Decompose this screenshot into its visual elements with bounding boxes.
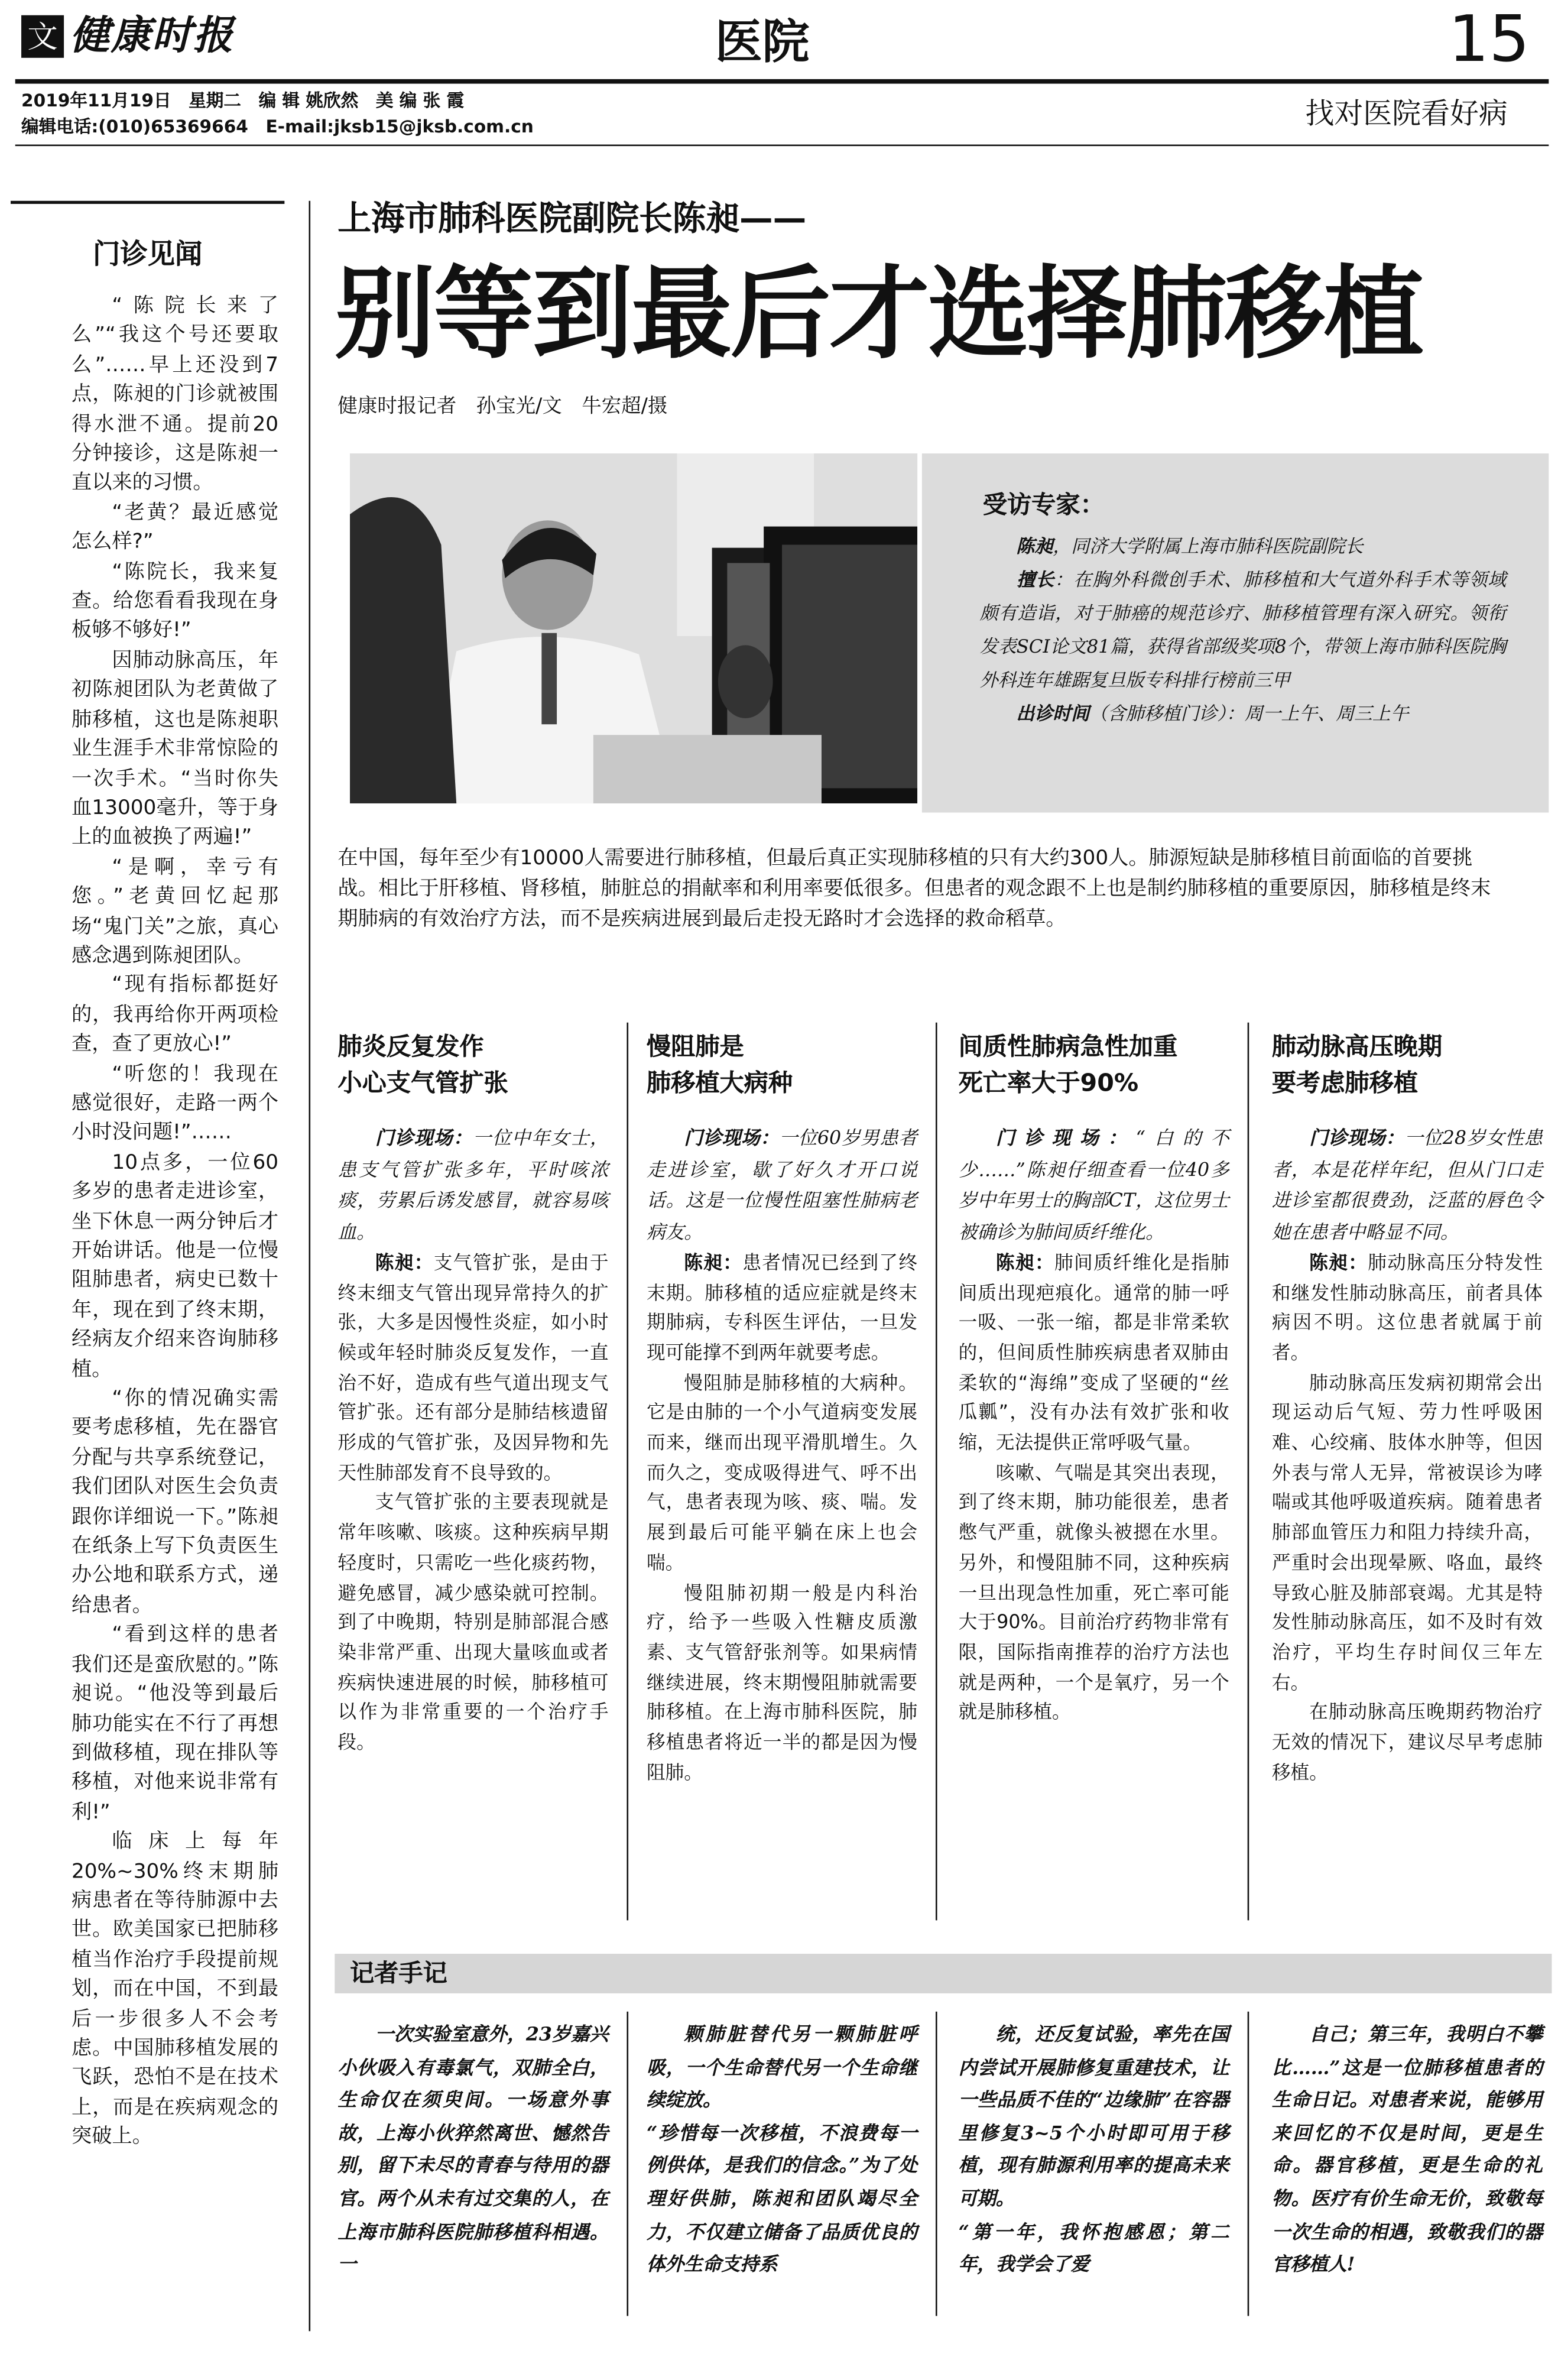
column-paragraph [647, 1579, 917, 1789]
column-paragraph [1272, 1249, 1543, 1369]
sidebar-paragraph: “现有指标都挺好的，我再给你开两项检查，查了更放心!” [71, 974, 279, 1056]
byline: 健康时报记者 孙宝光/文 牛宏超/摄 [337, 395, 668, 419]
newspaper-name: 健康时报 [70, 14, 235, 60]
paragraph-text: 肺间质纤维化是指肺间质出现疤痕化。通常的肺一呼一吸、一张一缩，都是非常柔软的，但间质性肺疾病患者双肺由柔软的“海绵”变成了坚硬的“丝瓜瓤”，没有办法有效扩张和收缩，无法提供正常呼吸气量。 [958, 1251, 1229, 1454]
article-kicker: 上海市肺科医院副院长陈昶—— [337, 200, 807, 239]
article-column [1272, 1029, 1543, 1789]
column-subtitle: 肺移植大病种 [646, 1068, 793, 1097]
column-rule [627, 1023, 628, 1921]
clinic-text: 一位60岁男患者走进诊室，歇了好久才开口说话。这是一位慢性阻塞性肺病老病友。 [646, 1127, 918, 1244]
column-rule [936, 1023, 937, 1921]
page-number: 15 [1448, 1, 1530, 76]
paragraph-text: 慢阻肺初期一般是内科治疗，给予一些吸入性糖皮质激素、支气管舒张剂等。如果病情继续进展，终末期慢阻肺就需要肺移植。在上海市肺科医院，肺移植患者将近一半的都是因为慢阻肺。 [646, 1581, 918, 1784]
column-paragraph [647, 1369, 917, 1579]
column-subtitle: 要考虑肺移植 [1271, 1068, 1419, 1097]
column-subtitle: 死亡率大于90% [958, 1068, 1139, 1097]
notes-heading: 记者手记 [350, 1958, 447, 1987]
paragraph-text: 肺动脉高压发病初期常会出现运动后气短、劳力性呼吸困难、心绞痛、肢体水肿等，但因外表与常人无异，常被误诊为哮喘或其他呼吸道疾病。随着患者肺部血管压力和阻力持续升高，严重时会出现晕厥、咯血，最终导致心脏及肺部衰竭。尤其是特发性肺动脉高压，如不及时有效治疗，平均生存时间仅三年左右。 [1271, 1371, 1543, 1693]
sidebar-paragraph: “陈院长来了么”“我这个号还要取么”……早上还没到7点，陈昶的门诊就被围得水泄不通。提前20分钟接诊，这是陈昶一直以来的习惯。 [71, 295, 279, 495]
paragraph-text: 支气管扩张的主要表现就是常年咳嗽、咳痰。这种疾病早期轻度时，只需吃一些化痰药物，避免感冒，减少感染就可控制。到了中晚期，特别是肺部混合感染非常严重、出现大量咳血或者疾病快速进展的时候，肺移植可以作为非常重要的一个治疗手段。 [337, 1491, 609, 1753]
phone-line: 编辑电话:(010)65369664 E-mail:jksb15@jksb.com.cn [21, 115, 534, 137]
expert-name: 陈昶 [1016, 536, 1053, 557]
clinic-scene [337, 1123, 608, 1249]
notes-column: 一次实验室意外，23岁嘉兴小伙吸入有毒氯气，双肺全白，生命仅在须臾间。一场意外事故，上海小伙猝然离世、憾然告别，留下未尽的青春与待用的器官。两个从未有过交集的人，在上海市肺科医院肺移植科相遇。一 [337, 2022, 609, 2275]
column-paragraph [959, 1249, 1229, 1459]
sidebar-paragraph: 10点多，一位60多岁的患者走进诊室，坐下休息一两分钟后才开始讲话。他是一位慢阻肺患者，病史已数十年，现在到了终末期，经病友介绍来咨询肺移植。 [71, 1151, 279, 1382]
paragraph-text: 咳嗽、气喘是其突出表现，到了终末期，肺功能很差，患者憋气严重，就像头被摁在水里。另外，和慢阻肺不同，这种疾病一旦出现急性加重，死亡率可能大于90%。目前治疗药物非常有限，国际指南推荐的治疗方法也就是两种，一个是氧疗，另一个就是肺移植。 [958, 1461, 1229, 1723]
column-rule [309, 201, 311, 2332]
sidebar-title: 门诊见闻 [93, 239, 203, 271]
article-column [959, 1029, 1229, 1729]
column-title: 间质性肺病急性加重 [958, 1032, 1178, 1061]
notes-column: 统，还反复试验，率先在国内尝试开展肺修复重建技术，让一些品质不佳的“边缘肺”在容器里修复3~5个小时即可用于移植，现有肺源利用率的提高未来可期。 “第一年，我怀抱感恩；第二年，我学会了爱 [958, 2022, 1229, 2275]
article-column [337, 1029, 608, 1759]
sidebar-paragraph: “陈院长，我来复查。给您看看我现在身板够不够好!” [71, 560, 279, 643]
expert-bio: 陈昶，同济大学附属上海市肺科医院副院长 擅长：在胸外科微创手术、肺移植和大气道外科手术等领域颇有造诣，对于肺癌的规范诊疗、肺移植管理有深入研究。领衔发表SCI论文81篇，获得省部级奖项8个，带领上海市肺科医院胸外科连年雄踞复旦版专科排行榜前三甲 出诊时间（含肺移植门诊）：周一上午、周三上午 [979, 536, 1507, 725]
speaker-label: 陈昶： [375, 1251, 434, 1273]
column-rule [1248, 2012, 1249, 2316]
sidebar-paragraph: 临床上每年20%~30%终末期肺病患者在等待肺源中去世。欧美国家已把肺移植当作治疗手段提前规划，而在中国，不到最后一步很多人不会考虑。中国肺移植发展的飞跃，恐怕不是在技术上，而是在疾病观念的突破上。 [71, 1830, 279, 2149]
clinic-label: 门诊现场： [375, 1126, 473, 1149]
clinic-scene [959, 1123, 1229, 1249]
article-column [647, 1029, 917, 1789]
sidebar-paragraph: 因肺动脉高压，年初陈昶团队为老黄做了肺移植，这也是陈昶职业生涯手术非常惊险的一次手术。“当时你失血13000毫升，等于身上的血被换了两遍!” [71, 649, 279, 850]
column-paragraph [1272, 1699, 1543, 1789]
clinic-label: 门诊现场： [995, 1126, 1136, 1149]
clinic-text: 一位中年女士，患支气管扩张多年，平时咳浓痰，劳累后诱发感冒，就容易咳血。 [337, 1127, 609, 1244]
clinic-label: 门诊现场： [1309, 1126, 1405, 1149]
sidebar-paragraph: “听您的！我现在感觉很好，走路一两个小时没问题!”…… [71, 1063, 279, 1145]
newspaper-logo-icon: 文 [21, 15, 64, 58]
masthead [0, 0, 1558, 152]
expert-box [922, 453, 1549, 812]
expert-heading: 受访专家： [982, 489, 1105, 519]
column-rule [936, 2012, 937, 2316]
speaker-label: 陈昶： [1309, 1251, 1368, 1273]
doctor-photo [350, 453, 917, 803]
column-rule [1248, 1023, 1249, 1921]
column-paragraph [1272, 1369, 1543, 1699]
column-paragraph [959, 1459, 1229, 1729]
paragraph-text: 在肺动脉高压晚期药物治疗无效的情况下，建议尽早考虑肺移植。 [1271, 1701, 1543, 1784]
sidebar-paragraph: “是啊，幸亏有您。”老黄回忆起那场“鬼门关”之旅，真心感念遇到陈昶团队。 [71, 856, 279, 968]
section-title: 医院 [715, 15, 810, 70]
notes-column: 自己；第三年，我明白不攀比……”这是一位肺移植患者的生命日记。对患者来说，能够用来回忆的不仅是时间，更是生命。器官移植，更是生命的礼物。医疗有价生命无价，致敬每一次生命的相遇，致敬我们的器官移植人! [1271, 2022, 1543, 2275]
column-paragraph [337, 1489, 608, 1758]
paragraph-text: 肺动脉高压分特发性和继发性肺动脉高压，前者具体病因不明。这位患者就属于前者。 [1271, 1251, 1543, 1364]
column-title: 肺动脉高压晚期 [1271, 1032, 1443, 1061]
article-headline: 别等到最后才选择肺移植 [335, 254, 1423, 373]
column-title: 肺炎反复发作 [337, 1032, 484, 1061]
sidebar-paragraph: “你的情况确实需要考虑移植，先在器官分配与共享系统登记，我们团队对医生会负责跟你详细说一下。”陈昶在纸条上写下负责医生办公地和联系方式，递给患者。 [71, 1387, 279, 1617]
sidebar-text [72, 292, 278, 2152]
paragraph-text: 慢阻肺是肺移植的大病种。它是由肺的一个小气道病变发展而来，继而出现平滑肌增生。久而久之，变成吸得进气、呼不出气，患者表现为咳、痰、喘。发展到最后可能平躺在床上也会喘。 [646, 1371, 918, 1574]
notes-column: 颗肺脏替代另一颗肺脏呼吸，一个生命替代另一个生命继续绽放。 “珍惜每一次移植，不浪费每一例供体，是我们的信念。”为了处理好供肺，陈昶和团队竭尽全力，不仅建立储备了品质优良的体外生命支持系 [646, 2022, 918, 2275]
column-paragraph [647, 1249, 917, 1369]
speaker-label: 陈昶： [684, 1251, 743, 1273]
clinic-text: “白的不少……”陈昶仔细查看一位40多岁中年男士的胸部CT，这位男士被确诊为肺间质纤维化。 [958, 1127, 1229, 1244]
paragraph-text: 患者情况已经到了终末期。肺移植的适应症就是终末期肺病，专科医生评估，一旦发现可能撑不到两年就要考虑。 [646, 1251, 918, 1364]
masthead-rule [15, 79, 1549, 84]
column-subtitle: 小心支气管扩张 [337, 1068, 508, 1097]
column-title: 慢阻肺是 [646, 1032, 744, 1061]
date-line: 2019年11月19日 星期二 编 辑 姚欣然 美 编 张 霞 [21, 89, 465, 111]
clinic-scene [647, 1123, 917, 1249]
sidebar-paragraph: “老黄？最近感觉怎么样?” [71, 502, 279, 555]
clinic-scene [1272, 1123, 1543, 1249]
masthead-rule-bottom [15, 145, 1549, 147]
slogan: 找对医院看好病 [1305, 97, 1508, 131]
sidebar-column [11, 201, 284, 2332]
paragraph-text: 支气管扩张，是由于终末细支气管出现异常持久的扩张，大多是因慢性炎症，如小时候或年轻时肺炎反复发作，一直治不好，造成有些气道出现支气管扩张。还有部分是肺结核遗留形成的气管扩张，及因异物和先天性肺部发育不良导致的。 [337, 1251, 609, 1483]
clinic-label: 门诊现场： [684, 1126, 780, 1149]
lead-paragraph: 在中国，每年至少有10000人需要进行肺移植，但最后真正实现肺移植的只有大约300人。肺源短缺是肺移植目前面临的首要挑战。相比于肝移植、肾移植，肺脏总的捐献率和利用率要低很多。但患者的观念跟不上也是制约肺移植的重要原因，肺移植是终末期肺病的有效治疗方法，而不是疾病进展到最后走投无路时才会选择的救命稻草。 [337, 847, 1491, 932]
notes-header-bar [335, 1954, 1551, 1993]
column-paragraph [337, 1249, 608, 1489]
sidebar-paragraph: “看到这样的患者我们还是蛮欣慰的。”陈昶说。“他没等到最后肺功能实在不行了再想到做移植，现在排队等移植，对他来说非常有利!” [71, 1624, 279, 1824]
clinic-text: 一位28岁女性患者，本是花样年纪，但从门口走进诊室都很费劲，泛蓝的唇色令她在患者中略显不同。 [1271, 1127, 1543, 1244]
speaker-label: 陈昶： [995, 1251, 1054, 1273]
column-rule [627, 2012, 628, 2316]
